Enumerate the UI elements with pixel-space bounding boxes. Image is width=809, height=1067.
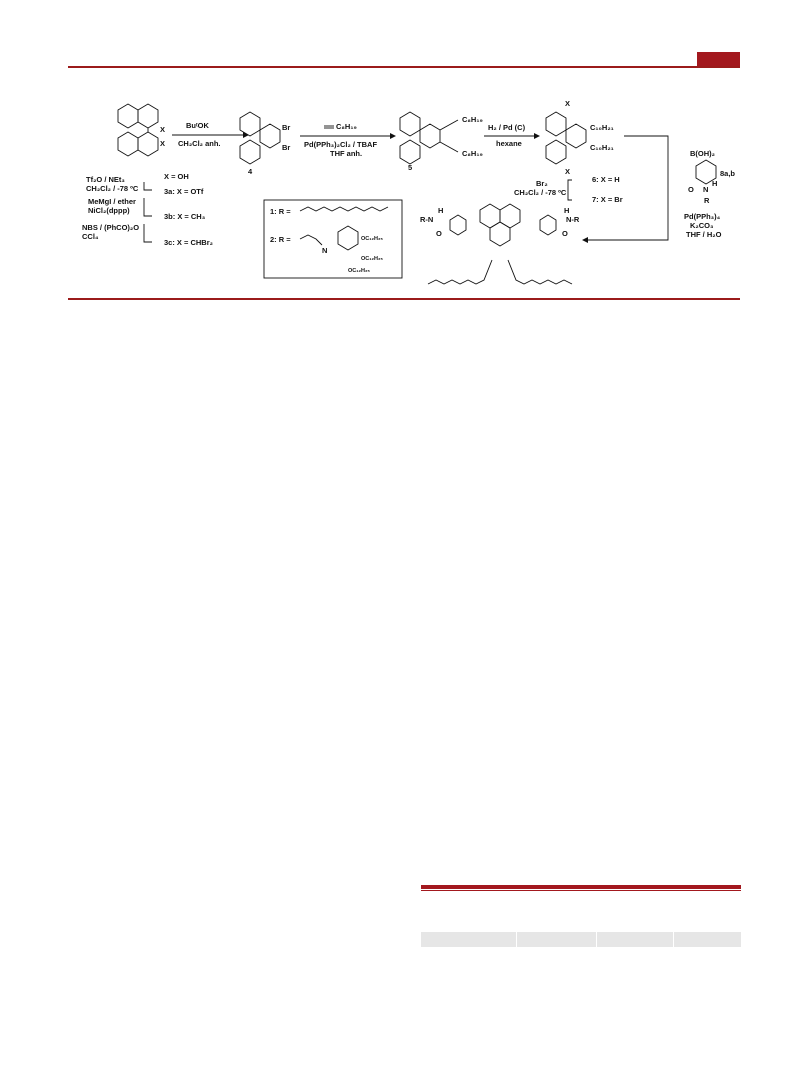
reagent-memgi: MeMgI / ether [88,197,136,206]
x-oh-label: X = OH [164,172,189,181]
compound-4-label: 4 [248,167,253,176]
reagent-ccl4: CCl₄ [82,232,99,241]
carbonyl-o: O [688,185,694,194]
reagent-pdpph3: Pd(PPh₃)₄ [684,212,721,221]
compound-3c-label: 3c: X = CHBr₂ [164,238,213,247]
final-o-left: O [436,229,442,238]
amide-n: N [703,185,709,194]
legend-oc12-3: OC₁₂H₂₅ [348,268,370,274]
reagent-thf-h2o: THF / H₂O [686,230,722,239]
reagent-alkyne: C₈H₁₉ [336,122,357,131]
table-block [421,885,741,891]
legend-oc12-2: OC₁₂H₂₅ [361,256,383,262]
amide-h: H [712,179,718,188]
top-rule [68,66,740,68]
final-h-left: H [438,206,444,215]
reagent-thf: THF anh. [330,149,363,158]
compound-5-label: 5 [408,163,413,172]
final-product-structure [420,204,580,284]
table-header-cell [597,932,673,947]
final-h-right: H [564,206,570,215]
table-header-cell [674,932,741,947]
final-nr-label: N-R [566,215,580,224]
reagent-nbs: NBS / (PhCO)₂O [82,223,140,232]
reagent-tf2o-cond: CH₂Cl₂ / -78 ºC [86,184,139,193]
x-label-top: X [565,99,571,108]
legend-n: N [322,246,328,255]
amide-r: R [704,196,710,205]
final-o-right: O [562,229,568,238]
compound-7-label: 7: X = Br [592,195,623,204]
final-rn-label: R-N [420,215,434,224]
compound-4-structure [240,112,280,164]
x-label-lower: X [160,139,166,148]
compound-8-label: 8a,b [720,169,736,178]
compound-3a-label: 3a: X = OTf [164,187,204,196]
compound-6-label: 6: X = H [592,175,620,184]
c8h19-upper: C₈H₁₉ [462,115,483,124]
compound-6-7-structure [546,112,586,164]
reagent-hexane: hexane [496,139,522,148]
header-accent-tab [697,52,740,66]
binaphthyl-structure [118,104,158,156]
bottom-rule [68,298,740,300]
table-header-cell [421,932,517,947]
compound-5-structure [400,112,458,164]
boronic-acid-label: B(OH)₂ [690,149,715,158]
reagent-k2co3: K₂CO₃ [690,221,714,230]
reagent-bromination-cond: CH₂Cl₂ / -78 ºC [514,188,567,197]
br-lower: Br [282,143,291,152]
x-label-bottom: X [565,167,571,176]
x-label-upper: X [160,125,166,134]
synthesis-scheme [68,70,740,296]
c10h21-upper: C₁₀H₂₁ [590,123,614,132]
legend-r2: 2: R = [270,235,291,244]
table-top-rule [421,885,741,889]
table-header-cell [517,932,597,947]
legend-r1: 1: R = [270,207,291,216]
br-upper: Br [282,123,291,132]
reagent-br2: Br₂ [536,179,548,188]
compound-3b-label: 3b: X = CH₃ [164,212,206,221]
reagent-pd-tbaf: Pd(PPh₃)₂Cl₂ / TBAF [304,140,378,149]
c8h19-lower: C₈H₁₉ [462,149,483,158]
reagent-butok: BuᵗOK [186,121,209,130]
reagent-tf2o: Tf₂O / NEt₃ [86,175,125,184]
legend-oc12-1: OC₁₂H₂₅ [361,236,383,242]
c10h21-lower: C₁₀H₂₁ [590,143,614,152]
table-header-row [421,932,741,947]
reagent-h2-pd: H₂ / Pd (C) [488,123,526,132]
reagent-ch2cl2: CH₂Cl₂ anh. [178,139,221,148]
table-thin-rule [421,890,741,891]
reagent-nicl2: NiCl₂(dppp) [88,206,130,215]
